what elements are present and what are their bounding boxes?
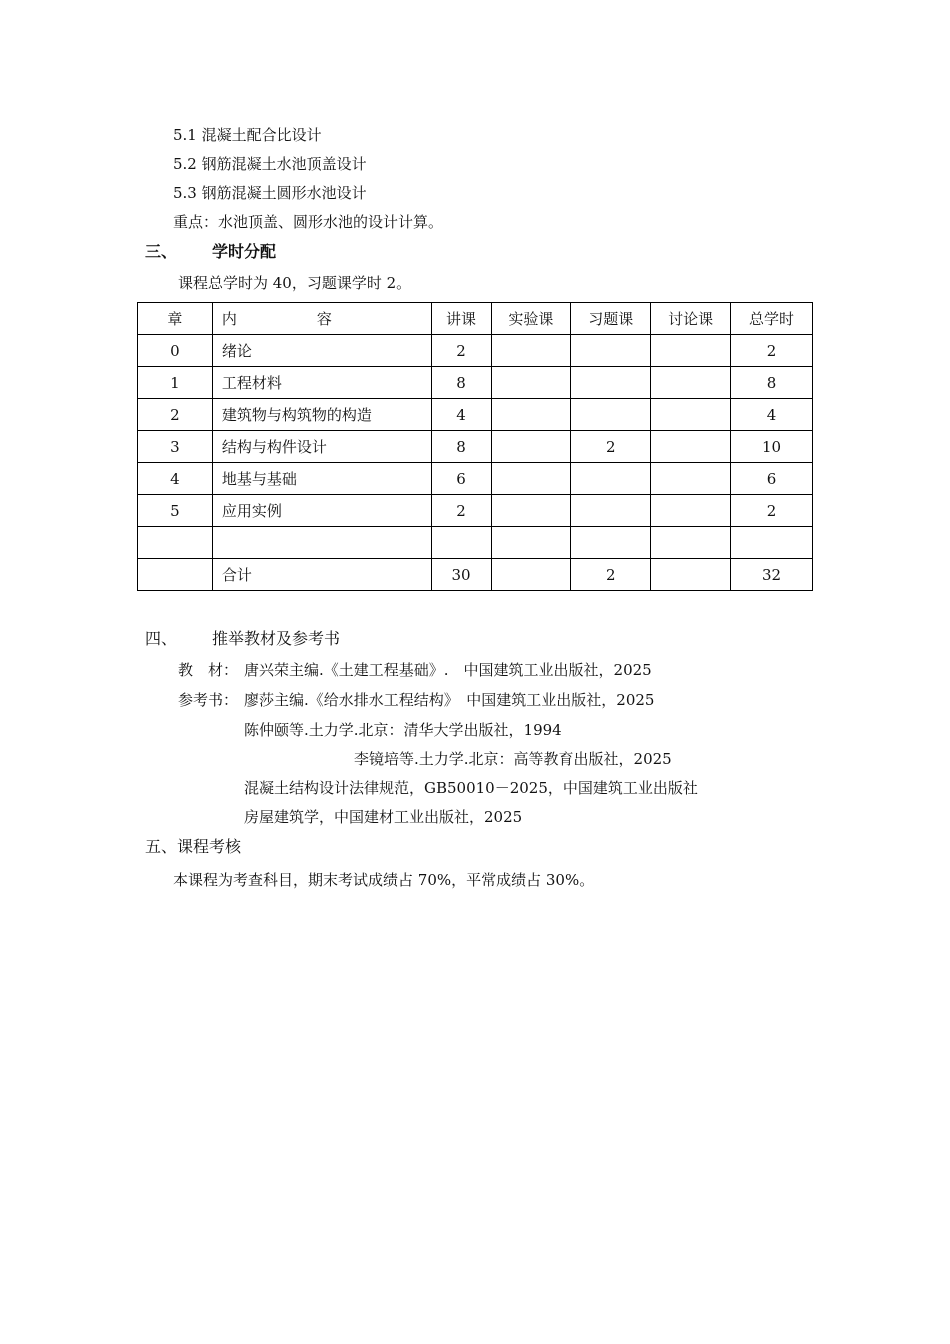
reference-entry: 廖莎主编.《给水排水工程结构》 中国建筑工业出版社，2025 [244, 691, 655, 709]
table-header-row [138, 303, 813, 335]
cell-total: 32 [731, 559, 813, 591]
cell-discussion [651, 463, 731, 495]
cell-lab [491, 495, 571, 527]
cell-content [212, 527, 431, 559]
section5-item: 5.1 混凝土配合比设计 [173, 126, 322, 144]
cell-exercise [571, 495, 651, 527]
cell-lecture: 2 [431, 495, 491, 527]
cell-chapter: 3 [138, 431, 213, 463]
cell-total: 10 [731, 431, 813, 463]
hours-table [137, 302, 813, 591]
cell-lab [491, 463, 571, 495]
table-row [138, 399, 813, 431]
cell-lecture: 6 [431, 463, 491, 495]
cell-lab [491, 527, 571, 559]
textbook-label: 教 材： [178, 661, 239, 679]
table-total-row [138, 559, 813, 591]
section5-item: 5.2 钢筋混凝土水池顶盖设计 [173, 155, 367, 173]
table-row [138, 431, 813, 463]
cell-content: 地基与基础 [212, 463, 431, 495]
section5-key-points: 重点：水池顶盖、圆形水池的设计计算。 [173, 213, 444, 231]
header-total: 总学时 [731, 303, 813, 335]
cell-exercise [571, 399, 651, 431]
cell-lecture: 8 [431, 431, 491, 463]
cell-lecture: 4 [431, 399, 491, 431]
reference-entry: 陈仲颐等.土力学.北京：清华大学出版社，1994 [244, 721, 562, 739]
cell-content: 应用实例 [212, 495, 431, 527]
cell-total: 6 [731, 463, 813, 495]
reference-entry: 李镜培等.土力学.北京：高等教育出版社，2025 [354, 750, 672, 768]
cell-total: 2 [731, 335, 813, 367]
header-content-b: 容 [316, 310, 332, 328]
hours-summary: 课程总学时为 40，习题课学时 2。 [178, 274, 412, 292]
cell-lab [491, 335, 571, 367]
cell-total: 4 [731, 399, 813, 431]
table-row [138, 367, 813, 399]
cell-lab [491, 431, 571, 463]
cell-content: 结构与构件设计 [212, 431, 431, 463]
cell-chapter: 1 [138, 367, 213, 399]
cell-lab [491, 399, 571, 431]
cell-lab [491, 559, 571, 591]
cell-content: 建筑物与构筑物的构造 [212, 399, 431, 431]
header-content [212, 303, 431, 335]
cell-chapter: 5 [138, 495, 213, 527]
header-lecture: 讲课 [431, 303, 491, 335]
cell-discussion [651, 495, 731, 527]
cell-lecture [431, 527, 491, 559]
assessment-text: 本课程为考查科目，期末考试成绩占 70%，平常成绩占 30%。 [173, 871, 595, 889]
reference-entry: 房屋建筑学，中国建材工业出版社，2025 [244, 808, 523, 826]
header-exercise: 习题课 [571, 303, 651, 335]
cell-discussion [651, 559, 731, 591]
cell-lab [491, 367, 571, 399]
cell-total: 8 [731, 367, 813, 399]
cell-discussion [651, 431, 731, 463]
cell-discussion [651, 527, 731, 559]
table-row [138, 527, 813, 559]
section4-heading-number: 四、 [145, 629, 178, 648]
section3-heading-number: 三、 [145, 242, 178, 261]
cell-lecture: 2 [431, 335, 491, 367]
reference-entry: 混凝土结构设计法律规范，GB50010－2025，中国建筑工业出版社 [244, 779, 698, 797]
cell-exercise [571, 463, 651, 495]
cell-content: 合计 [212, 559, 431, 591]
cell-exercise [571, 367, 651, 399]
cell-lecture: 30 [431, 559, 491, 591]
cell-exercise: 2 [571, 431, 651, 463]
cell-total [731, 527, 813, 559]
reference-label: 参考书： [178, 691, 239, 709]
section5-item: 5.3 钢筋混凝土圆形水池设计 [173, 184, 367, 202]
header-chapter: 章 [138, 303, 213, 335]
table-row [138, 463, 813, 495]
cell-discussion [651, 399, 731, 431]
textbook-entry: 唐兴荣主编.《土建工程基础》. 中国建筑工业出版社，2025 [244, 661, 652, 679]
table-row [138, 335, 813, 367]
cell-content: 绪论 [212, 335, 431, 367]
cell-total: 2 [731, 495, 813, 527]
cell-discussion [651, 335, 731, 367]
section5-assessment-heading: 五、课程考核 [145, 837, 242, 856]
table-row [138, 495, 813, 527]
cell-chapter: 4 [138, 463, 213, 495]
cell-exercise [571, 527, 651, 559]
cell-chapter: 0 [138, 335, 213, 367]
cell-exercise [571, 335, 651, 367]
header-lab: 实验课 [491, 303, 571, 335]
cell-chapter [138, 527, 213, 559]
cell-content: 工程材料 [212, 367, 431, 399]
header-content-a: 内 [221, 310, 237, 328]
cell-exercise: 2 [571, 559, 651, 591]
header-discussion: 讨论课 [651, 303, 731, 335]
cell-discussion [651, 367, 731, 399]
cell-chapter: 2 [138, 399, 213, 431]
section4-heading-title: 推举教材及参考书 [212, 629, 341, 648]
cell-chapter [138, 559, 213, 591]
cell-lecture: 8 [431, 367, 491, 399]
section3-heading-title: 学时分配 [212, 242, 277, 261]
